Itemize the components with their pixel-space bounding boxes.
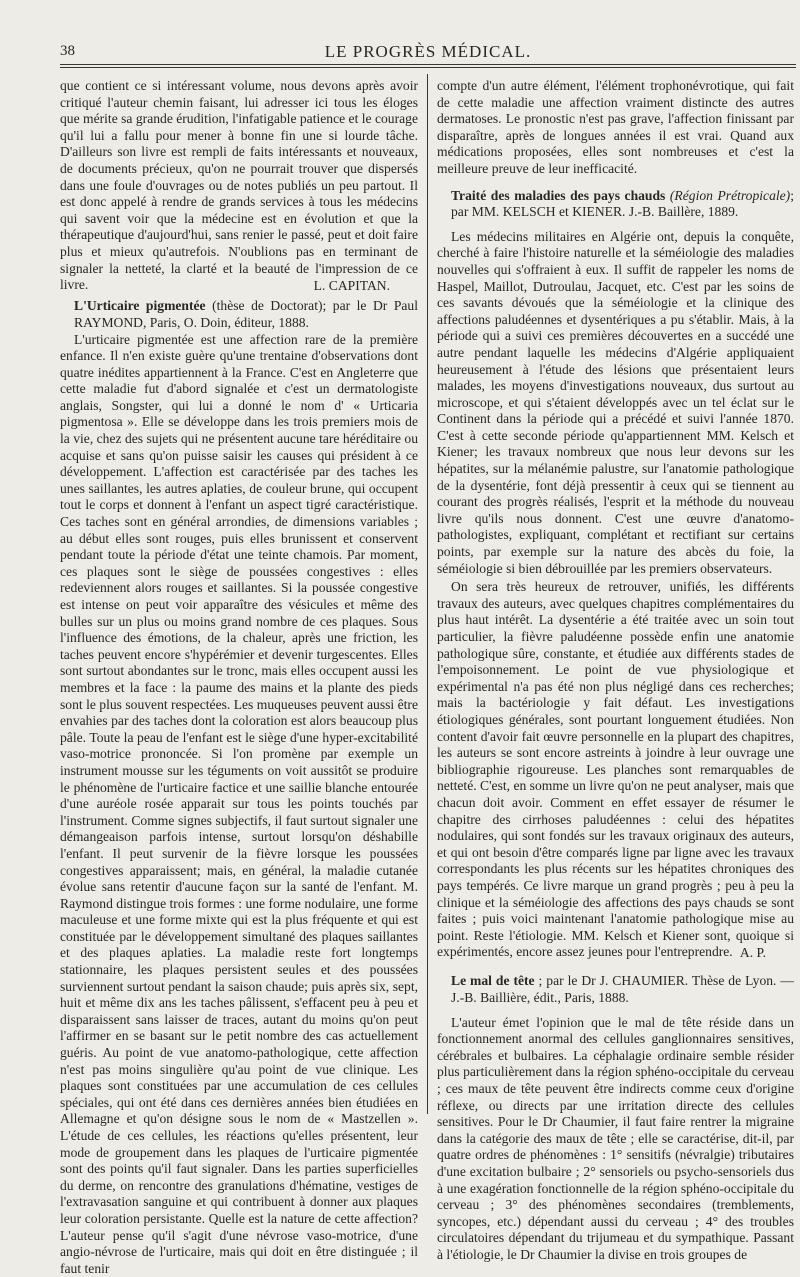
header-rule-top — [60, 64, 796, 65]
paragraph: L'urticaire pigmentée est une affection rare de la première enfance. Il n'en existe guère qu'une trentaine d'observations dont quatre inédites appartiennent à la France. C'est en Angleterre que cette maladie fut d'abord signalée et c'est un dermatologiste anglais, Songster, qui lui a donné le nom d' « Urticaria pigmentosa ». Elle se développe dans les trois premiers mois de la vie, chez des sujets qui ne présentent aucune tare héréditaire ou acquise et sans qu'on puisse saisir les causes qui président à ce développement. L'affection est caractérisée par des taches les unes saillantes, les autres aplaties, de couleur brune, qui occupent tout le corps et donnent à l'enfant un aspect tigré caractéristique. Ces taches sont en général arrondies, de dimensions variables ; au début elles sont rouges, puis elles brunissent et conservent pendant toute la période d'état une teinte chamois. Par moment, ces plaques sont le siège de poussées congestives : elles redeviennent alors rouges et saillantes. Si la poussée congestive est intense on peut voir apparaître des vésicules et même des bulles sur un plus ou moins grand nombre de ces plaques. Sous l'influence des émotions, de la chaleur, après une friction, les taches peuvent encore s'hypérémier et devenir turgescentes. Elles sont surtout abondantes sur le tronc, mais elles occupent aussi les membres et la face : la paume des mains et la plante des pieds sont le plus souvent respectées. Les muqueuses peuvent aussi être envahies par des taches dont la coloration est alors beaucoup plus pâle. Toute la peau de l'enfant est le siège d'une hyper-excitabilité vaso-motrice prononcée. Si l'on promène par exemple un instrument mousse sur les téguments on voit aussitôt se produire le phénomène de l'urticaire factice et une saillie blanche entourée d'une auréole rosée apparait sur tous les points touchés par l'instrument. Comme signes subjectifs, il faut surtout signaler une démangeaison parfois intense, surtout lorsqu'on déshabille l'enfant. Il peut survenir de la fièvre lorsque les poussées congestives apparaissent; mais, en général, la maladie cutanée évolue sans retentir d'aucune façon sur la santé de l'enfant. M. Raymond distingue trois formes : une forme nodulaire, une forme maculeuse et une forme mixte qui est la plus fréquente et qui est constituée par le développement simultané des plaques saillantes et des plaques aplaties. La maladie reste fort longtemps stationnaire, les plaques persistent seules et des poussées surviennent surtout pendant la saison chaude; puis après six, sept, huit et même dix ans les taches pâlissent, s'effacent peu à peu et disparaissent sans laisser de traces, autant du moins qu'on peut l'affirmer en se basant sur le petit nombre des cas actuellement guéris. Au point de vue anatomo-pathologique, cette affection n'est pas moins singulière qu'au point de vue clinique. Les plaques sont constituées par une accumulation de ces cellules spéciales, qui ont été dans ces dernières années bien étudiées en Allemagne et qu'on désigne sous le nom de « Mastzellen ». L'étude de ces cellules, les réactions qu'elles présentent, leur mode de groupement dans les plaques de l'urticaire pigmentée sont des points qu'il faut signaler. Dans les parties superficielles du derme, on rencontre des granulations d'hématine, vestiges de l'extravasation sanguine et qui contribuent à donner aux plaques leur coloration persistante. Quelle est la nature de cette affection? L'auteur pense qu'il s'agit d'une névrose vaso-motrice, d'une angio-névrose de l'urticaire, mais qui doit en être distinguée ; il faut tenir — [60, 332, 418, 1277]
page-header — [60, 40, 796, 62]
review-title: L'Urticaire pigmentée — [74, 298, 206, 313]
paragraph: que contient ce si intéressant volume, nous devons après avoir critiqué l'auteur chemin faisant, lui adresser ici tous les éloges que mérite sa grande érudition, l'infatigable patience et le courage qu'il lui a fallu pour mener à bonne fin une si lourde tâche. D'ailleurs son livre est rempli de faits intéressants et nouveaux, de documents précieux, qu'on ne pourrait trouver que dispersés dans une foule d'ouvrages ou de notes publiés un peu partout. Il est donc appelé à rendre de grands services à tous les médecins qui savent voir que la médecine est en évolution et que la thérapeutique d'aujourd'hui, sans renier le passé, peut et doit faire plus et mieux qu'autrefois. N'oublions pas en terminant de signaler la netteté, la clarté et la beauté de l'impression de ce livre. — [60, 78, 418, 294]
review-meta: ; par le Dr J. CHAUMIER. Thèse de Lyon. — J.-B. Baillière, édit., Paris, 1888. — [451, 973, 794, 1005]
review-meta: (thèse de Doctorat); par le Dr Paul RAYMOND, Paris, O. Doin, éditeur, 1888. — [74, 298, 418, 330]
review-region: (Région Prétropicale) — [670, 188, 790, 203]
left-column — [60, 78, 418, 1277]
right-column — [437, 78, 794, 1264]
signature: L. CAPITAN. — [60, 278, 418, 295]
page-number: 38 — [60, 43, 75, 60]
review-title: Le mal de tête — [451, 973, 535, 988]
paragraph: On sera très heureux de retrouver, unifiés, les différents travaux des auteurs, avec quelques chapitres complémentaires du plus haut intérêt. La dysentérie a été traitée avec un soin tout particulier, la fièvre paludéenne possède enfin une anatomie pathologique sûre, constante, et étudiée aux différents stades de l'empoisonnement. Le point de vue physiologique et expérimental n'a pas été non plus négligé dans ces recherches; mais la bactériologie y fait défaut. Les investigations étiologiques générales, sont pourtant longuement étudiées. Non content d'avoir fait œuvre personnelle en la plupart des chapitres, les auteurs se sont encore astreints à joindre à leur ouvrage une bibliographie rigoureuse. Les planches sont remarquables de netteté. C'est, en somme un livre qu'on ne peut analyser, mais que chacun doit avoir. Comment en effet essayer de résumer le chapitre des cirrhoses paludéennes : celui des hépatites nodulaires, qui sont fondés sur les travaux originaux des auteurs, et qui ont besoin d'être comparés ligne par ligne avec les travaux correspondants les plus récents sur les hépatites chroniques des pays tempérés. Ce livre marque un grand progrès ; peu à peu la clinique et la séméiologie des affections des pays chauds se sont faites ; puis voici maintenant l'anatomie pathologique mise au point. Reste l'étiologie. MM. Kelsch et Kiener sont, quoique si expérimentés, encore assez jeunes pour l'entreprendre. — [437, 579, 794, 961]
paragraph: L'auteur émet l'opinion que le mal de tête réside dans un fonctionnement anormal des cellules ganglionnaires sensitives, cérébrales et bulbaires. La céphalagie ordinaire semble résider plus particulièrement dans la région sphéno-occipitale du cerveau ; ces maux de tête peuvent être indirects comme ceux d'origine réflexe, ou directs par une irritation directe des cellules sensitives. Pour le Dr Chaumier, il faut faire rentrer la migraine dans la catégorie des maux de tête ; elle se caractérise, dit-il, par quatre ordres de phénomènes : 1° sensitifs (névralgie) tributaires d'une excitation bulbaire ; 2° sensoriels ou psycho-sensoriels dus à une exagération fonctionnelle de la région sphéno-occipitale du cerveau ; 3° des phénomènes secondaires (tremblements, syncopes, etc.) dépendant aussi du cerveau ; 4° des troubles circulatoires dépendant du trijumeau et du sympathique. Passant à l'étiologie, le Dr Chaumier la divise en trois groupes de — [437, 1015, 794, 1264]
review-heading — [60, 298, 418, 331]
review-title: Traité des maladies des pays chauds — [451, 188, 665, 203]
review-heading — [437, 973, 794, 1006]
review-meta: ; par MM. KELSCH et KIENER. J.-B. Baillère, 1889. — [451, 188, 794, 220]
signature: A. P. — [437, 945, 794, 962]
journal-title: LE PROGRÈS MÉDICAL. — [60, 42, 796, 62]
paragraph: compte d'un autre élément, l'élément trophonévrotique, qui fait de cette maladie une affection vraiment distincte des autres dermatoses. Le pronostic n'est pas grave, l'affection finissant par disparaître, après de longues années il est vrai. Quand aux médications proposées, elles sont nombreuses et c'est la meilleure preuve de leur inefficacité. — [437, 78, 794, 178]
paragraph: Les médecins militaires en Algérie ont, depuis la conquête, cherché à faire l'histoire naturelle et la séméiologie des maladies nouvelles qui s'offraient à eux. Il suffit de rappeler les noms de Haspel, Maillot, Dutroulau, Jacquet, etc. C'est par les soins de ces savants dévoués que la séméiologie et la clinique des affections paludéennes et dysentériques a pu s'établir. Mais, à la période qui a suivi ces premières découvertes en a succédé une autre pendant laquelle les médecins d'Algérie appliquaient heureusement à l'étude des lésions que présentaient leurs malades, les moyens d'investigations nouveaux, dus surtout au microscope, et qui s'étaient développés avec un tel éclat sur le Continent dans la période qui a précédé et suivi l'année 1870. C'est à cette seconde période qu'appartiennent MM. Kelsch et Kiener; les travaux nombreux que nous leur devons sur les hépatites, sur la mélanémie palustre, sur l'anatomie pathologique de la dysentérie, font déjà pressentir à ceux qui se tiennent au courant des progrès réalisés, l'esprit et la méthode du nouveau livre qu'ils nous donnent. C'est une œuvre d'anatomo-pathologistes, expliquant, complétant et rectifiant sur certains points, par exemple sur la nature des abcès du foie, la séméiologie si bien débrouillée par les premiers observateurs. — [437, 229, 794, 577]
header-rule-bottom — [60, 67, 796, 68]
review-heading — [437, 188, 794, 221]
column-divider — [427, 74, 428, 1114]
